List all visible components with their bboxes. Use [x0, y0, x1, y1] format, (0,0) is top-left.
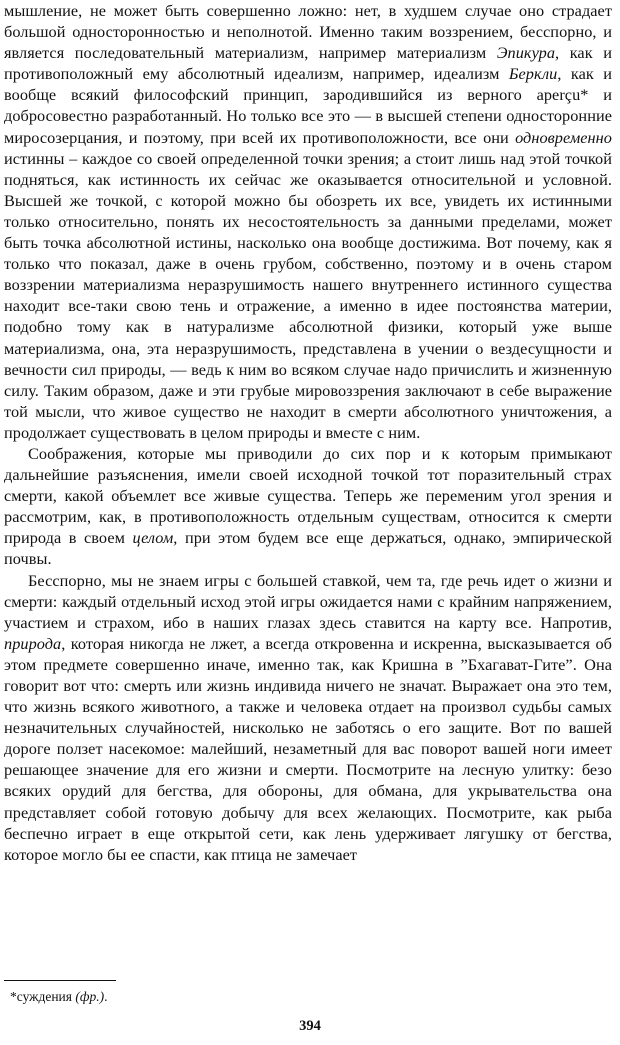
text-run: , при этом будем все еще держаться, однако, эмпирической почвы. [4, 528, 612, 569]
footnote-mark: * [10, 989, 17, 1004]
italic-text: одновременно [515, 127, 612, 147]
footnote [10, 989, 107, 1005]
paragraph [4, 570, 612, 865]
italic-text: Беркли [508, 64, 558, 84]
paragraph [4, 443, 612, 570]
footnote-end: . [104, 989, 108, 1004]
page-number: 394 [299, 1018, 321, 1034]
text-run: истинны – каждое со своей определенной точки зрения; а стоит лишь над этой точкой подняться, как истинность их сейчас же оказывается относительной и условной. Высшей же точкой, с которой можно бы обозреть их все, увидеть их истинными только относительно, понять их несостоятельность за данными пределами, может быть точка абсолютной истины, насколько она вообще достижима. Вот почему, как я только что показал, даже в очень грубом, собственно, поэтому и в очень старом воззрении материализма неразрушимость нашего внутреннего истинного существа находит все-таки свою тень и отражение, а именно в идее постоянства материи, подобно тому как в натурализме абсолютной физики, который уже выше материализма, она, эта неразрушимость, представлена в учении о вездесущности и вечности сил природы, — ведь к ним во всяком случае надо причислить и жизненную силу. Таким образом, даже и эти грубые мировоззрения заключают в себе выражение той мысли, что живое существо не находит в смерти абсолютного уничтожения, а продолжает существовать в целом природы и вместе с ним. [4, 148, 612, 442]
footnote-divider [4, 980, 116, 981]
footnote-text: суждения [16, 989, 76, 1004]
footnote-language-note: (фр.) [75, 989, 105, 1004]
text-run: , как и противоположный ему абсолютный идеализм, например, идеализм [4, 43, 612, 84]
main-text [4, 0, 612, 865]
paragraph [4, 0, 612, 443]
text-run: мышление, не может быть совершенно ложно: нет, в худшем случае оно страдает большой односторонностью и неполнотой. Именно таким воззрением, бесспорно, и является последовательный материализм, например материализм [4, 1, 612, 63]
text-run: , которая никогда не лжет, а всегда откровенна и искренна, высказывается об этом предмете совершенно иначе, именно так, как Кришна в ”Бхагават-Гите”. Она говорит вот что: смерть или жизнь индивида ничего не значат. Выражает она это тем, что жизнь всякого животного, а также и человека отдает на произвол судьбы самых незначительных случайностей, нисколько не заботясь о его защите. Вот по вашей дороге ползет насекомое: малейший, незаметный для вас поворот вашей ноги имеет решающее значение для его жизни и смерти. Посмотрите на лесную улитку: безо всяких орудий для бегства, для обороны, для обмана, для укрывательства она представляет собой готовую добычу для всех желающих. Посмотрите, как рыба беспечно играет в еще открытой сети, как лень удерживает лягушку от бегства, которое могло бы ее спасти, как птица не замечает [4, 633, 612, 864]
italic-text: Эпикура [496, 43, 556, 63]
text-run: Бесспорно, мы не знаем игры с большей ставкой, чем та, где речь идет о жизни и смерти: каждый отдельный исход этой игры ожидается нами с крайним напряжением, участием и страхом, ибо в наших глазах здесь ставится на карту все. Напротив, [4, 570, 612, 632]
text-run: , как и вообще всякий философский принцип, зародившийся из верного aperçu* и добросовестно разработанный. Но только все это — в высшей степени односторонние миросозерцания, и поэтому, при всей их противоположности, все они [4, 64, 612, 147]
italic-text: природа [4, 633, 62, 653]
italic-text: целом [132, 528, 174, 548]
text-run: Соображения, которые мы приводили до сих пор и к которым примыкают дальнейшие разъяснения, имели своей исходной точкой тот поразительный страх смерти, какой объемлет все живые существа. Теперь же переменим угол зрения и рассмотрим, как, в противоположность отдельным существам, относится к смерти природа в своем [4, 443, 612, 548]
